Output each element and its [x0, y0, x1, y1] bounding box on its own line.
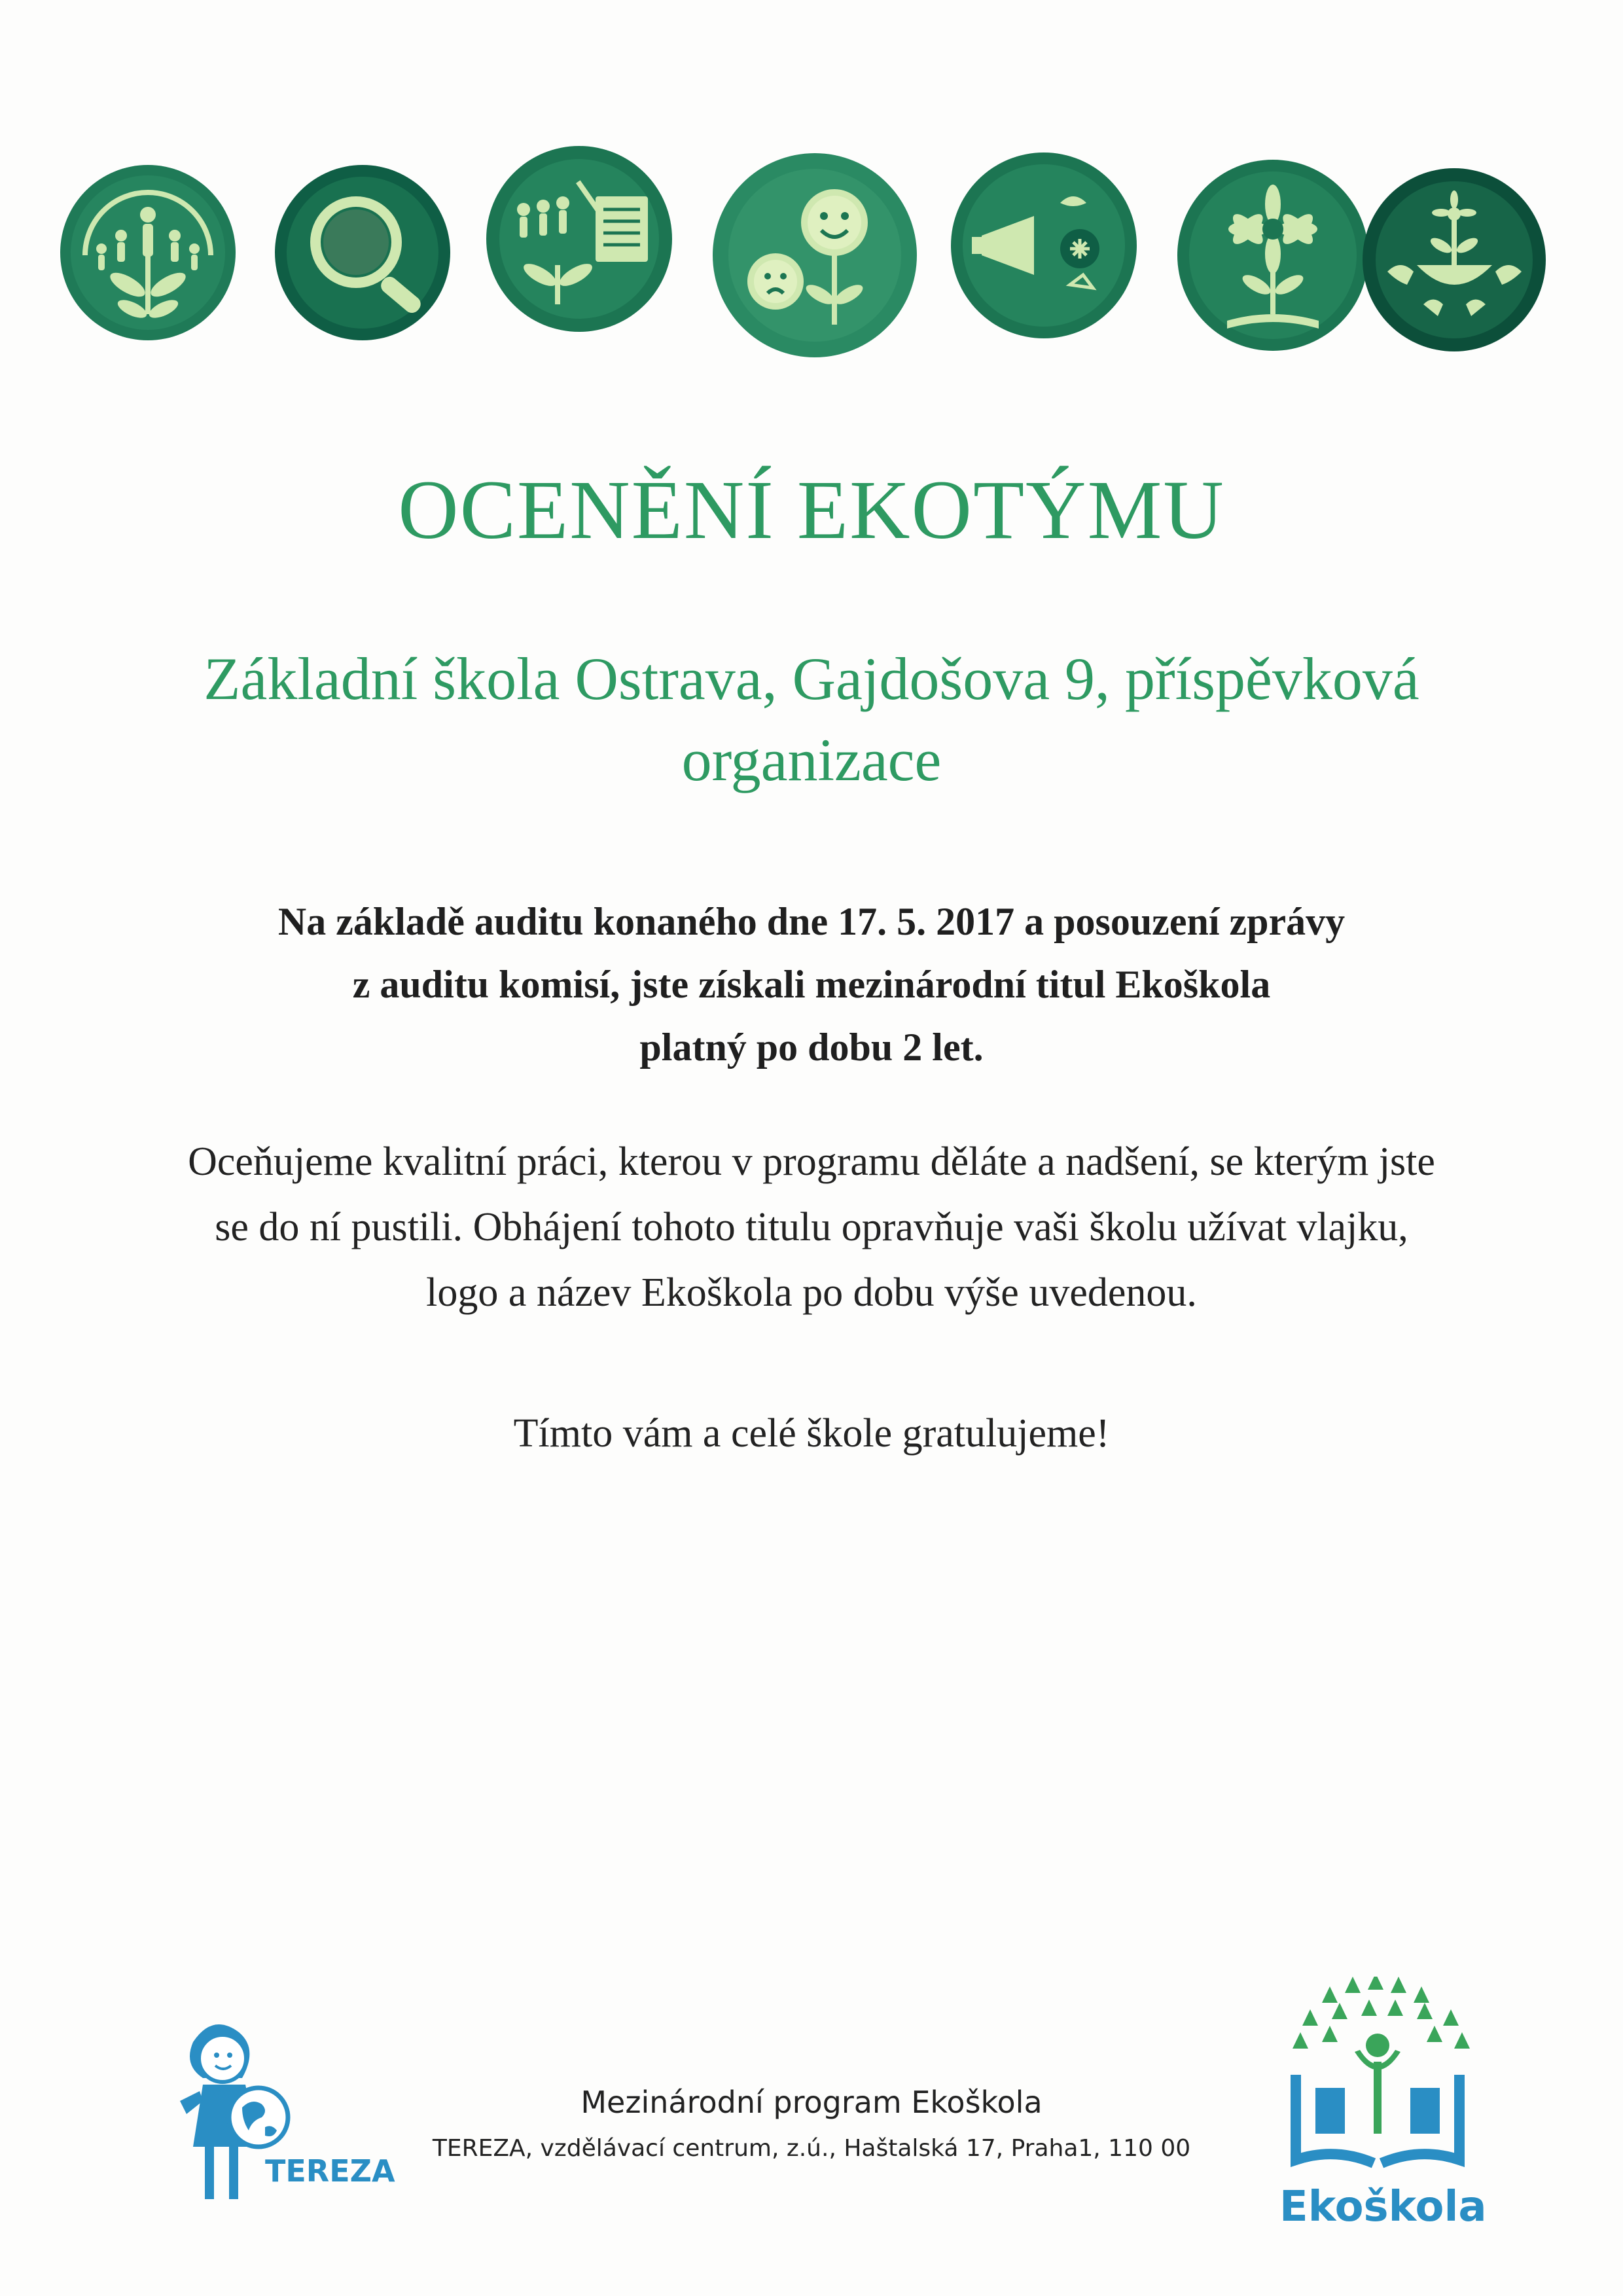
- award-line-1: Na základě auditu konaného dne 17. 5. 2017 a posouzení zprávy: [277, 900, 1346, 943]
- appreciation-line-3: logo a název Ekoškola po dobu výše uvedenou.: [426, 1270, 1197, 1315]
- footer-program: Mezinárodní program Ekoškola: [580, 2085, 1043, 2120]
- children-plan-icon: [484, 144, 674, 334]
- school-name-line-1: Základní škola Ostrava, Gajdošova 9, příspěvková: [204, 645, 1419, 712]
- ekoskola-logo-text: Ekoškola: [1279, 2186, 1487, 2231]
- megaphone-icon: [949, 151, 1139, 340]
- award-line-2: z auditu komisí, jste získali mezinárodní titul Ekoškola: [352, 963, 1271, 1006]
- school-name-line-2: organizace: [681, 726, 942, 793]
- flower-book-icon: [1175, 157, 1371, 353]
- congratulations-text: Tímto vám a celé škole gratulujeme!: [513, 1411, 1110, 1456]
- badge-row: [59, 137, 1564, 373]
- school-name: [65, 638, 1558, 800]
- magnifier-icon: [274, 164, 452, 342]
- certificate-title: OCENĚNÍ EKOTÝMU: [398, 463, 1225, 556]
- tereza-logo-text: TEREZA: [265, 2153, 395, 2189]
- people-tree-icon: [59, 164, 237, 342]
- ekoskola-tree-book-icon: [1283, 1977, 1479, 2186]
- award-statement: [131, 890, 1492, 1079]
- footer-address: TEREZA, vzdělávací centrum, z.ú., Haštalská 17, Praha1, 110 00: [432, 2135, 1191, 2162]
- smiley-faces-icon: [710, 151, 919, 360]
- appreciation-paragraph: [105, 1129, 1518, 1325]
- award-line-3: platný po dobu 2 let.: [639, 1026, 984, 1069]
- appreciation-line-2: se do ní pustili. Obhájení tohoto titulu opravňuje vaši školu užívat vlajku,: [215, 1205, 1408, 1249]
- hands-plant-icon: [1361, 167, 1548, 353]
- appreciation-line-1: Oceňujeme kvalitní práci, kterou v programu děláte a nadšení, se kterým jste: [188, 1139, 1435, 1184]
